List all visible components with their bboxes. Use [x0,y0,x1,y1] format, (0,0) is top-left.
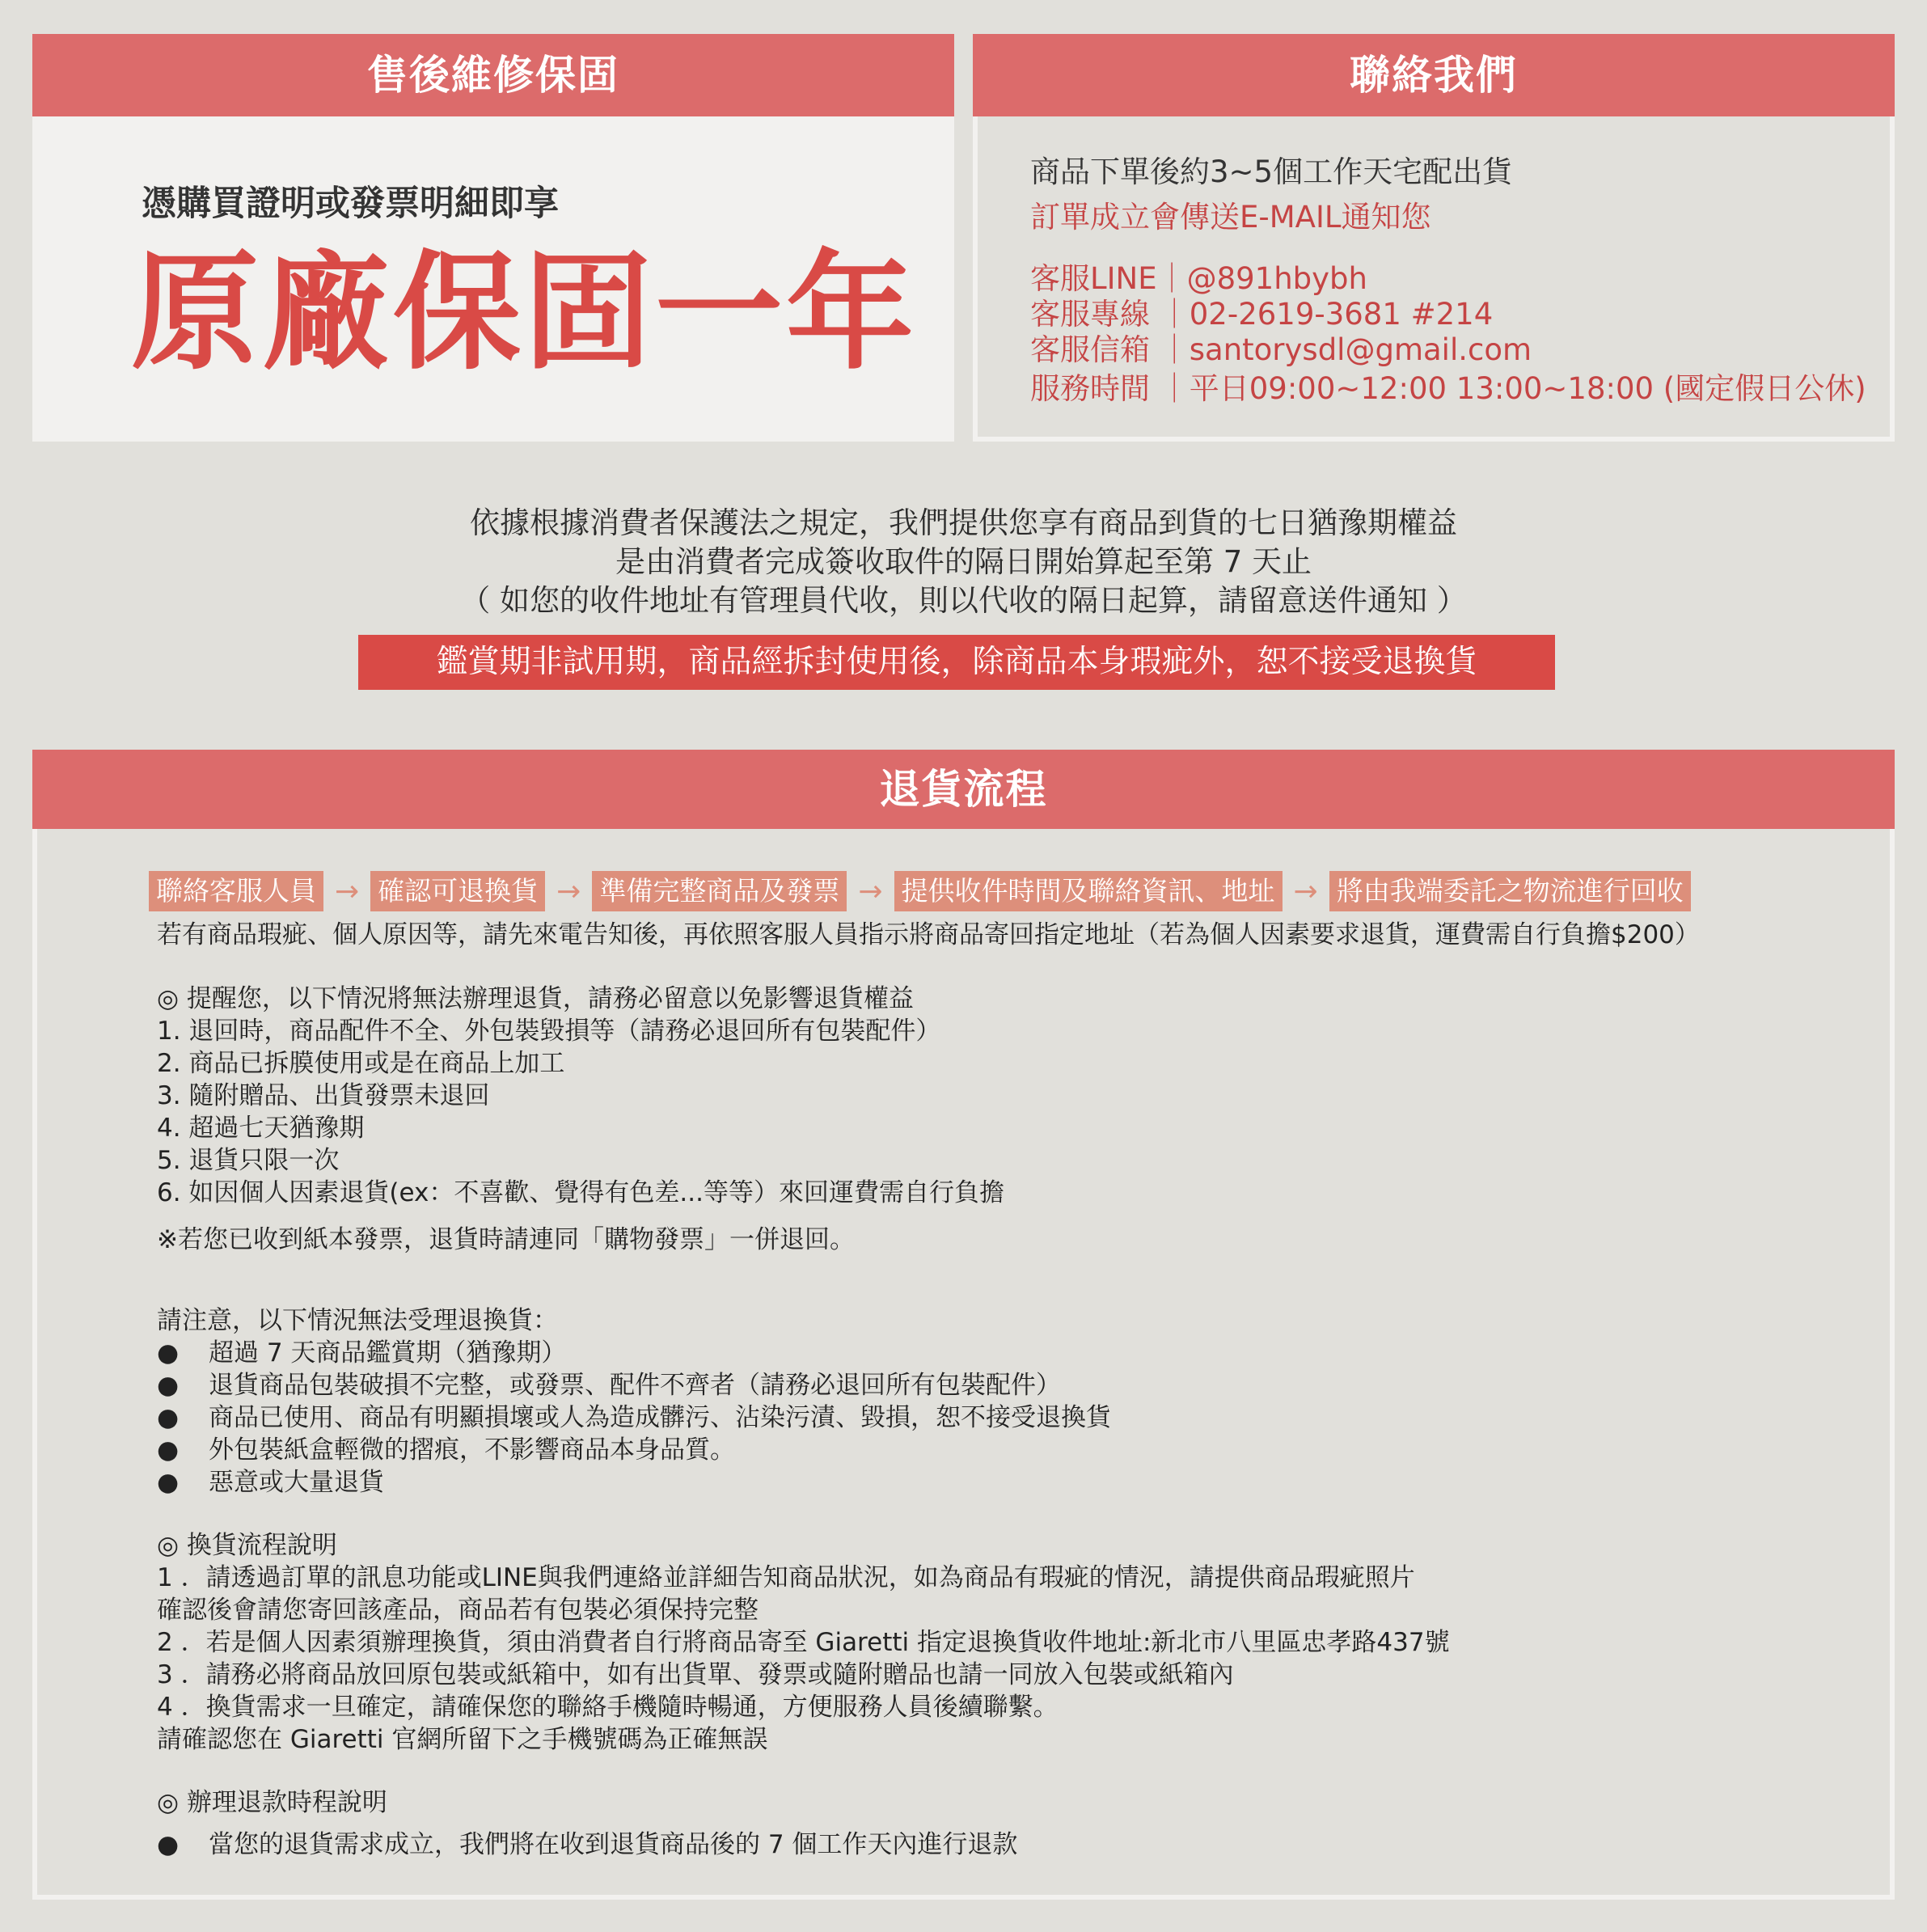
flow-step-5: 將由我端委託之物流進行回收 [1329,871,1691,911]
remind-item: 1. 退回時，商品配件不全、外包裝毀損等（請務必退回所有包裝配件） [157,1017,941,1046]
bullet-icon: ● [157,1403,180,1432]
remind-item: 6. 如因個人因素退貨(ex：不喜歡、覺得有色差...等等）來回運費需自行負擔 [157,1178,1004,1207]
refund-item: ● 當您的退貨需求成立，我們將在收到退貨商品後的 7 個工作天內進行退款 [157,1830,1018,1859]
refund-title: ◎ 辦理退款時程說明 [157,1788,387,1817]
flow-step-1: 聯絡客服人員 [149,871,323,911]
policy-line-1: 依據根據消費者保護法之規定，我們提供您享有商品到貨的七日猶豫期權益 [470,505,1457,540]
service-hours: 服務時間 ｜平日09:00~12:00 13:00~18:00 (國定假日公休) [1030,371,1866,406]
return-flow [149,871,1691,911]
attention-item: ● 惡意或大量退貨 [157,1468,384,1497]
bullet-icon: ● [157,1468,180,1497]
flow-arrow: → [335,874,360,908]
returns-header: 退貨流程 [32,750,1895,829]
flow-step-3: 準備完整商品及發票 [592,871,847,911]
remind-item: 2. 商品已拆膜使用或是在商品上加工 [157,1049,565,1078]
attention-item: ● 外包裝紙盒輕微的摺痕，不影響商品本身品質。 [157,1435,735,1465]
warranty-header: 售後維修保固 [32,34,954,116]
return-intro: 若有商品瑕疵、個人原因等，請先來電告知後，再依照客服人員指示將商品寄回指定地址（若為個人因素要求退貨，運費需自行負擔$200） [157,920,1700,949]
bullet-icon: ● [157,1435,180,1465]
flow-arrow: → [858,874,883,908]
contact-phone: 客服專線 ｜02-2619-3681 #214 [1030,297,1494,332]
contact-email: 客服信箱 ｜santorysdl@gmail.com [1030,332,1532,367]
warranty-headline: 原廠保固一年 [131,239,917,387]
flow-arrow: → [1293,874,1318,908]
exchange-item: 請確認您在 Giaretti 官網所留下之手機號碼為正確無誤 [157,1725,768,1754]
warranty-subtitle: 憑購買證明或發票明細即享 [142,184,559,224]
exchange-item: 4 ．換貨需求一旦確定，請確保您的聯絡手機隨時暢通，方便服務人員後續聯繫。 [157,1693,1059,1722]
exchange-title: ◎ 換貨流程說明 [157,1531,337,1560]
attention-item: ● 商品已使用、商品有明顯損壞或人為造成髒污、沾染污漬、毀損，恕不接受退換貨 [157,1403,1111,1432]
email-notice: 訂單成立會傳送E-MAIL通知您 [1030,200,1431,235]
policy-line-2: 是由消費者完成簽收取件的隔日開始算起至第 7 天止 [615,544,1312,579]
exchange-item: 1 ．請透過訂單的訊息功能或LINE與我們連絡並詳細告知商品狀況，如為商品有瑕疵的情況，請提供商品瑕疵照片 [157,1563,1415,1592]
contact-line-id: 客服LINE｜@891hbybh [1030,261,1367,296]
flow-step-2: 確認可退換貨 [370,871,545,911]
flow-arrow: → [556,874,581,908]
remind-item: 3. 隨附贈品、出貨發票未退回 [157,1081,490,1110]
shipping-info: 商品下單後約3~5個工作天宅配出貨 [1030,154,1513,189]
exchange-item: 3 ．請務必將商品放回原包裝或紙箱中，如有出貨單、發票或隨附贈品也請一同放入包裝或紙箱內 [157,1660,1234,1689]
remind-item: 4. 超過七天猶豫期 [157,1114,365,1143]
remind-item: 5. 退貨只限一次 [157,1146,340,1175]
bullet-icon: ● [157,1338,180,1368]
exchange-item: 確認後會請您寄回該產品，商品若有包裝必須保持完整 [157,1596,759,1625]
bullet-icon: ● [157,1830,180,1859]
warranty-panel [32,34,954,442]
attention-item: ● 退貨商品包裝破損不完整，或發票、配件不齊者（請務必退回所有包裝配件） [157,1371,1061,1400]
invoice-note: ※若您已收到紙本發票，退貨時請連同「購物發票」一併退回。 [157,1225,855,1254]
attention-item: ● 超過 7 天商品鑑賞期（猶豫期） [157,1338,567,1368]
contact-header: 聯絡我們 [973,34,1895,116]
exchange-item: 2 ．若是個人因素須辦理換貨，須由消費者自行將商品寄至 Giaretti 指定退換貨收件地址:新北市八里區忠孝路437號 [157,1628,1450,1657]
flow-step-4: 提供收件時間及聯絡資訊、地址 [894,871,1283,911]
remind-title: ◎ 提醒您，以下情況將無法辦理退貨，請務必留意以免影響退貨權益 [157,984,914,1013]
contact-panel [973,34,1895,442]
attention-title: 請注意，以下情況無法受理退換貨： [157,1306,558,1335]
bullet-icon: ● [157,1371,180,1400]
notice-banner: 鑑賞期非試用期，商品經拆封使用後，除商品本身瑕疵外，恕不接受退換貨 [358,635,1555,690]
policy-line-3: （ 如您的收件地址有管理員代收，則以代收的隔日起算，請留意送件通知 ） [460,583,1467,618]
